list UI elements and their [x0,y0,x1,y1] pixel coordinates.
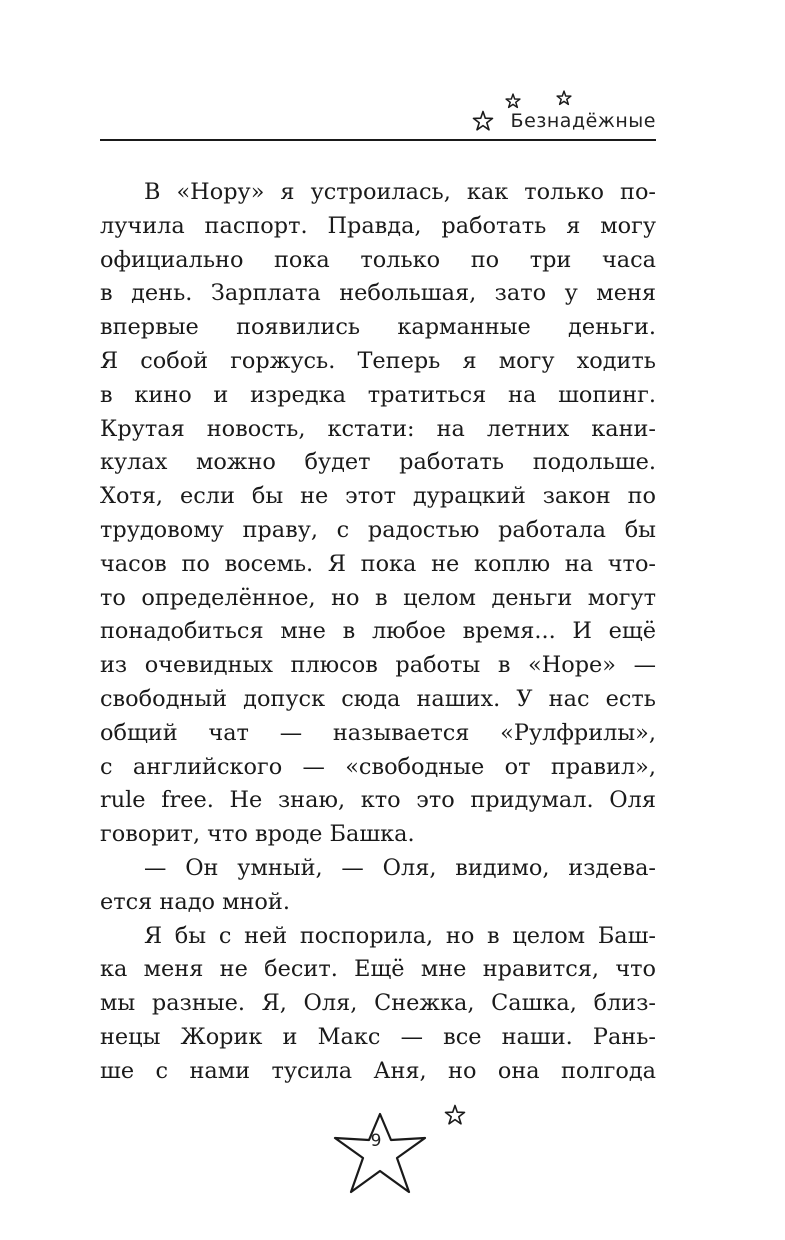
text-line: — Он умный, — Оля, видимо, издева- [144,854,656,881]
running-header-title: Безнадёжные [510,110,656,132]
text-line: общий чат — называется «Рулфрилы», [100,719,656,746]
text-line: то определённое, но в целом деньги могут [100,584,656,611]
text-line: кулах можно будет работать подольше. [100,449,656,476]
star-doodle-icon [505,93,521,109]
text-line: говорит, что вроде Башка. [100,821,415,848]
text-line: Я бы с ней поспорила, но в целом Баш- [144,922,656,949]
large-star-doodle-icon [330,1108,430,1198]
star-doodle-icon [472,110,494,132]
text-line: В «Нору» я устроилась, как только по- [144,179,656,205]
text-line: впервые появились карманные деньги. [100,314,656,341]
text-line: ка меня не бесит. Ещё мне нравится, что [100,956,656,983]
text-line: мы разные. Я, Оля, Снежка, Сашка, близ- [100,990,656,1017]
text-line: нецы Жорик и Макс — все наши. Рань- [100,1023,656,1050]
text-line: свободный допуск сюда наших. У нас есть [100,685,656,712]
text-line: из очевидных плюсов работы в «Норе» — [100,652,656,679]
text-line: официально пока только по три часа [100,246,656,273]
text-line: лучила паспорт. Правда, работать я могу [100,212,656,239]
star-doodle-icon [556,90,572,106]
text-line: часов по восемь. Я пока не коплю на что- [100,550,656,577]
text-line: трудовому праву, с радостью работала бы [100,516,656,543]
text-line: Хотя, если бы не этот дурацкий закон по [100,483,656,510]
text-line: понадобиться мне в любое время... И ещё [100,618,656,645]
text-line: Крутая новость, кстати: на летних кани- [100,415,656,442]
text-line: Я собой горжусь. Теперь я могу ходить [100,347,656,374]
header-divider [100,139,656,141]
text-line: ше с нами тусила Аня, но она полгода [100,1057,656,1084]
star-doodle-icon [444,1104,466,1126]
running-header [100,88,656,144]
text-line: с английского — «свободные от правил», [100,753,656,780]
text-line: rule free. Не знаю, кто это придумал. Оля [100,787,656,814]
text-line: в кино и изредка тратиться на шопинг. [100,381,656,408]
text-line: в день. Зарплата небольшая, зато у меня [100,280,656,307]
body-text [100,176,656,1089]
page-number: 9 [370,1131,382,1151]
text-line: ется надо мной. [100,888,290,915]
